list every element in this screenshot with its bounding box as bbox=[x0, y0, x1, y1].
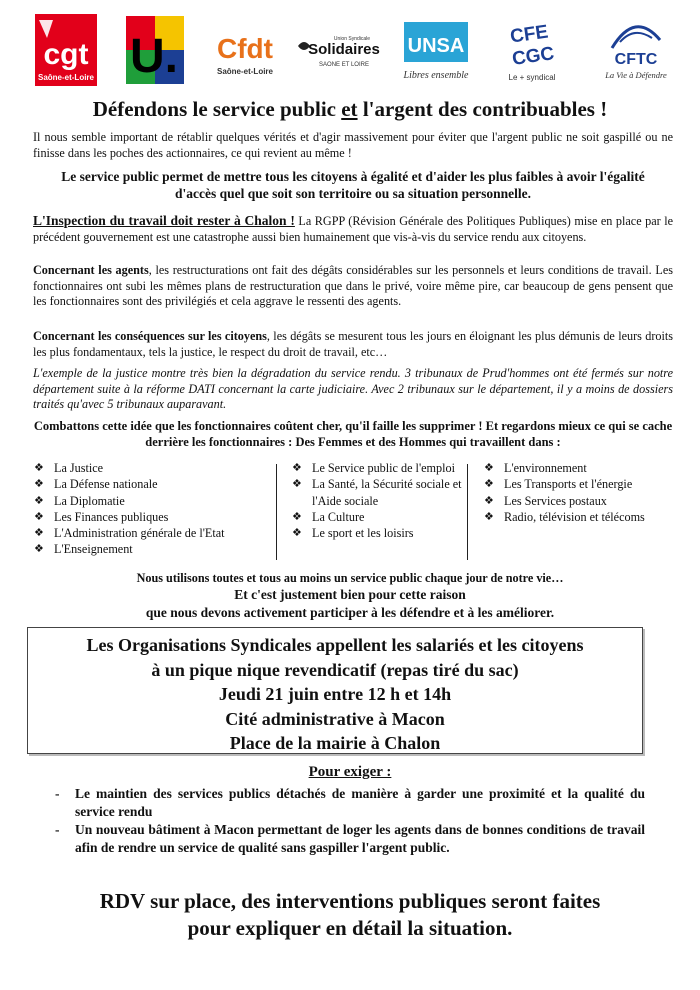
union-logos-row bbox=[30, 10, 680, 92]
service-item: ❖ Les Finances publiques bbox=[32, 509, 277, 525]
appeal-box bbox=[27, 627, 643, 754]
union-u-text: U. bbox=[130, 30, 178, 83]
solidaires-logo bbox=[292, 10, 384, 90]
demand-item bbox=[55, 821, 645, 856]
service-item: ❖ Les Services postaux bbox=[482, 493, 677, 509]
agents-paragraph bbox=[33, 263, 673, 310]
rdv-line-1: RDV sur place, des interventions publiques seront faites bbox=[99, 889, 601, 913]
agents-text: , les restructurations ont fait des dégâts considérables sur les personnels et leurs conditions de travail. Les fonctionnaires ont subi les mêmes plans de restructuration que dans le privé, voire même pire, car beaucoup de gens pensent que les fonctionnaires sont des privilégiés et cela aggrave le ressenti des agents. bbox=[33, 263, 673, 308]
appeal-line-1: Les Organisations Syndicales appellent les salariés et les citoyens bbox=[86, 635, 584, 655]
title-underlined: et bbox=[341, 97, 358, 121]
unsa-sub: Libres ensemble bbox=[403, 70, 469, 81]
usage-line-2: Et c'est justement bien pour cette raison bbox=[234, 587, 466, 602]
cgt-logo-text: cgt bbox=[43, 38, 89, 71]
demand-bullet: - bbox=[55, 822, 60, 837]
union-u-logo bbox=[122, 10, 188, 90]
service-item: ❖ La Culture bbox=[290, 509, 465, 525]
appeal-date: Jeudi 21 juin entre 12 h et 14h bbox=[218, 684, 452, 704]
cgc-text: CGC bbox=[510, 43, 556, 70]
page-title bbox=[0, 97, 700, 122]
demand-text: Un nouveau bâtiment à Macon permettant de loger les agents dans de bonnes conditions de travail afin de rendre un service de qualité sans gaspiller l'argent public. bbox=[75, 822, 645, 855]
title-part2: l'argent des contribuables ! bbox=[357, 97, 608, 121]
service-item: ❖ L'Enseignement bbox=[32, 541, 277, 557]
service-item: ❖ La Diplomatie bbox=[32, 493, 277, 509]
column-divider bbox=[276, 464, 277, 560]
demand-text: Le maintien des services publics détachés de manière à garder une proximité et la qualité du service rendu bbox=[75, 786, 645, 819]
usage-line-3: que nous devons activement participer à les défendre et à les améliorer. bbox=[145, 605, 555, 620]
service-item: ❖ Le Service public de l'emploi bbox=[290, 460, 465, 476]
service-item: ❖ La Santé, la Sécurité sociale et l'Aide sociale bbox=[290, 476, 465, 509]
cftc-text: CFTC bbox=[614, 51, 658, 68]
appeal-location-macon: Cité administrative à Macon bbox=[225, 708, 445, 729]
demands-list bbox=[55, 785, 645, 856]
services-column-1 bbox=[32, 460, 277, 558]
service-item: ❖ Les Transports et l'énergie bbox=[482, 476, 677, 492]
inspection-heading: L'Inspection du travail doit rester à Chalon ! bbox=[33, 213, 295, 228]
cgt-logo-sub: Saône-et-Loire bbox=[37, 73, 95, 82]
service-item: ❖ L'Administration générale de l'Etat bbox=[32, 525, 277, 541]
service-public-statement: Le service public permet de mettre tous les citoyens à égalité et d'aider les plus faibles à avoir l'égalité d'accès quel que soit son territoire ou sa situation personnelle. bbox=[61, 169, 645, 201]
citoyens-paragraph bbox=[33, 329, 673, 360]
citoyens-heading: Concernant les conséquences sur les citoyens bbox=[33, 329, 267, 343]
pour-exiger-heading: Pour exiger : bbox=[308, 764, 392, 780]
cfdt-sub: Saône-et-Loire bbox=[216, 67, 274, 76]
citoyens-text: , les dégâts se mesurent tous les jours en éloignant les plus démunis de leurs droits les plus fondamentaux, tels la justice, le respect du droit de travail, etc… bbox=[33, 329, 674, 359]
solidaires-text: Solidaires bbox=[308, 41, 380, 58]
inspection-text: La RGPP (Révision Générale des Politiques Publiques) mise en place par le précédent gouvernement est une catastrophe aussi bien humainement que vis-à-vis du service rendu aux citoyens. bbox=[33, 214, 673, 244]
services-column-2 bbox=[290, 460, 465, 541]
cfdt-logo bbox=[210, 10, 280, 90]
cftc-logo bbox=[590, 10, 680, 90]
cgt-logo bbox=[30, 10, 102, 90]
combattons-statement: Combattons cette idée que les fonctionnaires coûtent cher, qu'il faille les supprimer ! Et regardons mieux ce qui se cache derrière les fonctionnaires : Des Femmes et des Hommes qui travaillent dans : bbox=[33, 419, 673, 449]
cftc-sub: La Vie à Défendre bbox=[605, 70, 667, 80]
services-list bbox=[30, 460, 675, 560]
justice-example: L'exemple de la justice montre très bien la dégradation du service rendu. 3 tribunaux de Prud'hommes ont été fermés sur notre département suite à la réforme DATI concernant la carte judiciaire. Avec 2 tribunaux sur le département, il y a moins de dossiers traités qu'avec 5 tribunaux auparavant. bbox=[33, 366, 673, 411]
title-part1: Défendons le service public bbox=[92, 97, 342, 121]
appeal-location-chalon: Place de la mairie à Chalon bbox=[229, 733, 441, 753]
service-item: ❖ L'environnement bbox=[482, 460, 677, 476]
cfe-cgc-sub: Le + syndical bbox=[508, 73, 556, 82]
cfdt-text: Cfdt bbox=[217, 33, 273, 64]
rdv-statement bbox=[0, 888, 700, 942]
unsa-text: UNSA bbox=[407, 35, 465, 57]
cfe-cgc-logo bbox=[496, 10, 568, 90]
service-item: ❖ La Défense nationale bbox=[32, 476, 277, 492]
services-column-3 bbox=[482, 460, 677, 525]
solidaires-top: Union Syndicale bbox=[333, 36, 371, 42]
column-divider bbox=[467, 464, 468, 560]
intro-paragraph: Il nous semble important de rétablir quelques vérités et d'agir massivement pour éviter que l'argent public ne soit gaspillé ou ne finisse dans les poches des actionnaires, ce qui revient au même ! bbox=[33, 130, 673, 160]
rdv-line-2: pour expliquer en détail la situation. bbox=[187, 916, 513, 940]
service-item: ❖ Radio, télévision et télécoms bbox=[482, 509, 677, 525]
agents-heading: Concernant les agents bbox=[33, 263, 149, 277]
service-item: ❖ Le sport et les loisirs bbox=[290, 525, 465, 541]
demand-item bbox=[55, 785, 645, 820]
demand-bullet: - bbox=[55, 786, 60, 801]
solidaires-sub: SAONE ET LOIRE bbox=[319, 62, 369, 68]
service-item: ❖ La Justice bbox=[32, 460, 277, 476]
inspection-paragraph bbox=[33, 213, 673, 245]
cfe-text: CFE bbox=[508, 21, 550, 48]
unsa-logo bbox=[400, 10, 472, 90]
appeal-line-2: à un pique nique revendicatif (repas tiré du sac) bbox=[151, 659, 519, 680]
usage-line-1: Nous utilisons toutes et tous au moins un service public chaque jour de notre vie… bbox=[136, 571, 564, 585]
